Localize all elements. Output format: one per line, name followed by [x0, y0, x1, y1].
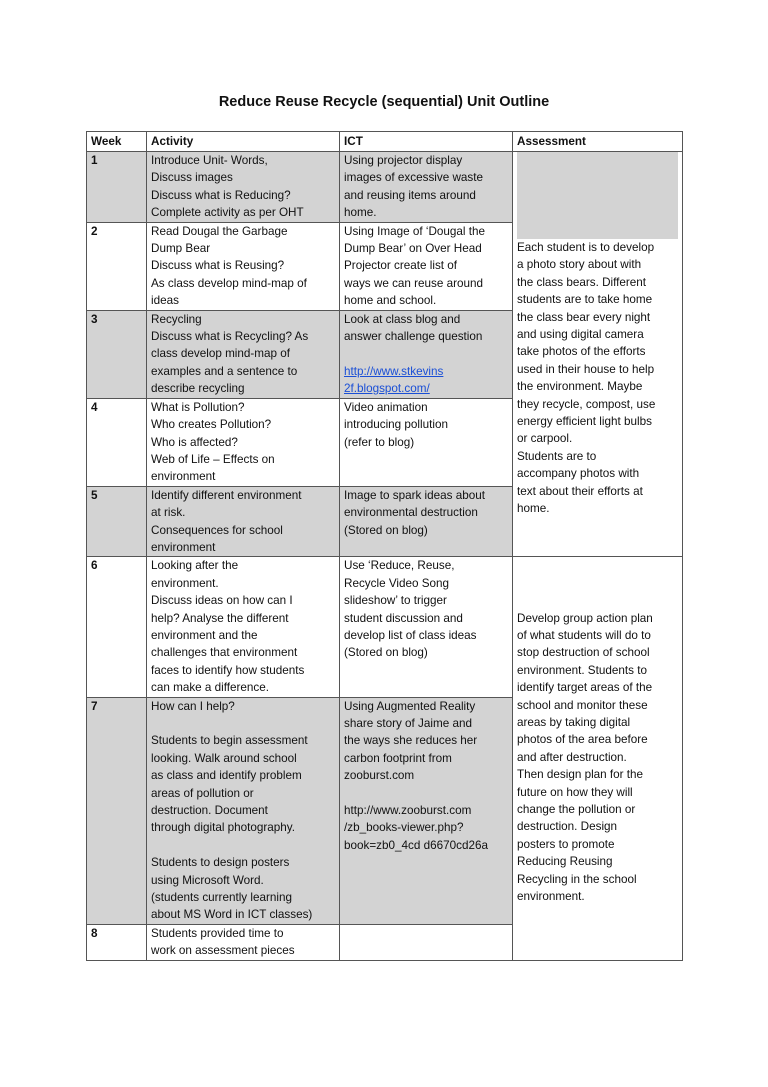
blank-line: [517, 575, 678, 592]
ict-line: home and school.: [344, 294, 437, 308]
activity-line: Discuss what is Reducing?: [151, 188, 291, 202]
blank-line: [151, 715, 335, 732]
activity-line: Identify different environment: [151, 488, 302, 502]
activity-line: examples and a sentence to: [151, 364, 298, 378]
assessment-cell-1: [513, 152, 683, 557]
week-cell: 5: [87, 486, 147, 557]
assessment-line: Each student is to develop: [517, 240, 655, 254]
assessment-line: future on how they will: [517, 785, 633, 799]
week-cell: 2: [87, 222, 147, 310]
activity-line: environment: [151, 470, 216, 484]
activity-cell: [147, 924, 340, 960]
blank-line: [517, 152, 678, 169]
ict-line: [344, 363, 508, 380]
activity-line: Who is affected?: [151, 435, 238, 449]
ict-cell: [340, 697, 513, 924]
activity-cell: [147, 486, 340, 557]
ict-line: Use ‘Reduce, Reuse,: [344, 559, 455, 573]
blank-line: [517, 592, 678, 609]
ict-cell: [340, 924, 513, 960]
activity-cell: [147, 557, 340, 697]
blank-line: [517, 222, 678, 239]
header-ict: ICT: [340, 132, 513, 152]
assessment-line: Recycling in the school: [517, 872, 637, 886]
assessment-line: Then design plan for the: [517, 768, 644, 782]
activity-line: environment and the: [151, 628, 258, 642]
activity-cell: [147, 697, 340, 924]
activity-cell: [147, 310, 340, 398]
assessment-line: environment.: [517, 890, 585, 904]
assessment-line: the environment. Maybe: [517, 380, 643, 394]
activity-line: What is Pollution?: [151, 400, 245, 414]
activity-line: help? Analyse the different: [151, 611, 289, 625]
assessment-line: they recycle, compost, use: [517, 397, 656, 411]
activity-line: Read Dougal the Garbage: [151, 224, 288, 238]
activity-line: looking. Walk around school: [151, 751, 297, 765]
activity-line: using Microsoft Word.: [151, 873, 264, 887]
activity-line: destruction. Document: [151, 804, 268, 818]
header-week: Week: [87, 132, 147, 152]
blank-line: [344, 345, 508, 362]
assessment-line: take photos of the efforts: [517, 345, 646, 359]
assessment-line: used in their house to help: [517, 362, 655, 376]
ict-cell: [340, 557, 513, 697]
assessment-line: students are to take home: [517, 293, 653, 307]
ict-line: /zb_books-viewer.php?: [344, 821, 464, 835]
assessment-line: text about their efforts at: [517, 484, 643, 498]
activity-line: Discuss what is Recycling? As: [151, 330, 309, 344]
assessment-line: photos of the area before: [517, 733, 648, 747]
week-cell: 4: [87, 398, 147, 486]
activity-line: Complete activity as per OHT: [151, 206, 304, 220]
activity-line: Students provided time to: [151, 926, 284, 940]
ict-line: (Stored on blog): [344, 646, 428, 660]
activity-line: Students to begin assessment: [151, 734, 308, 748]
activity-line: (students currently learning: [151, 891, 292, 905]
activity-line: can make a difference.: [151, 681, 270, 695]
activity-line: Who creates Pollution?: [151, 418, 272, 432]
activity-line: environment: [151, 540, 216, 554]
activity-line: work on assessment pieces: [151, 944, 295, 958]
ict-line: (Stored on blog): [344, 523, 428, 537]
activity-line: at risk.: [151, 506, 186, 520]
assessment-line: or carpool.: [517, 432, 573, 446]
ict-line: Using projector display: [344, 154, 463, 167]
activity-line: Consequences for school: [151, 523, 283, 537]
assessment-line: the class bear every night: [517, 310, 651, 324]
table-row: [87, 152, 683, 223]
ict-cell: [340, 398, 513, 486]
blog-link[interactable]: 2f.blogspot.com/: [344, 382, 430, 396]
activity-line: through digital photography.: [151, 821, 296, 835]
activity-line: Dump Bear: [151, 242, 211, 256]
activity-line: as class and identify problem: [151, 769, 302, 783]
assessment-line: and using digital camera: [517, 327, 644, 341]
assessment-line: accompany photos with: [517, 467, 640, 481]
activity-line: Introduce Unit- Words,: [151, 154, 268, 167]
ict-line: student discussion and: [344, 611, 463, 625]
activity-line: Discuss ideas on how can I: [151, 594, 293, 608]
ict-line: ways we can reuse around: [344, 276, 484, 290]
assessment-line: the class bears. Different: [517, 275, 647, 289]
ict-line: http://www.zooburst.com: [344, 804, 472, 818]
ict-line: develop list of class ideas: [344, 628, 477, 642]
activity-line: How can I help?: [151, 699, 235, 713]
ict-line: answer challenge question: [344, 330, 483, 344]
assessment-cell-2: [513, 557, 683, 960]
assessment-line: of what students will do to: [517, 628, 651, 642]
activity-line: environment.: [151, 576, 219, 590]
header-activity: Activity: [147, 132, 340, 152]
blank-line: [151, 837, 335, 854]
assessment-line: Students are to: [517, 449, 597, 463]
blank-line: [517, 169, 678, 186]
ict-line: Using Augmented Reality: [344, 699, 476, 713]
assessment-line: Reducing Reusing: [517, 855, 613, 869]
activity-line: Recycling: [151, 312, 202, 326]
week-cell: 8: [87, 924, 147, 960]
ict-line: introducing pollution: [344, 418, 448, 432]
ict-cell: [340, 310, 513, 398]
unit-outline-table: [86, 131, 683, 961]
activity-cell: [147, 398, 340, 486]
assessment-line: Develop group action plan: [517, 611, 653, 625]
activity-line: faces to identify how students: [151, 663, 305, 677]
activity-line: Looking after the: [151, 559, 239, 573]
activity-line: As class develop mind-map of: [151, 276, 307, 290]
ict-line: home.: [344, 206, 377, 220]
activity-cell: [147, 222, 340, 310]
ict-line: Image to spark ideas about: [344, 488, 485, 502]
ict-line: [344, 380, 508, 397]
activity-line: class develop mind-map of: [151, 347, 291, 361]
blank-line: [517, 204, 678, 221]
blank-line: [517, 187, 678, 204]
page-title: Reduce Reuse Recycle (sequential) Unit Outline: [218, 94, 550, 110]
week-cell: 6: [87, 557, 147, 697]
ict-line: share story of Jaime and: [344, 717, 472, 730]
activity-line: ideas: [151, 294, 179, 308]
assessment-line: destruction. Design: [517, 820, 618, 834]
ict-line: and reusing items around: [344, 188, 476, 202]
ict-line: Projector create list of: [344, 259, 458, 273]
ict-line: Video animation: [344, 400, 428, 414]
assessment-line: change the pollution or: [517, 802, 636, 816]
table-header-row: [87, 132, 683, 152]
activity-line: describe recycling: [151, 382, 245, 396]
ict-line: Dump Bear’ on Over Head: [344, 242, 482, 256]
assessment-line: school and monitor these: [517, 698, 648, 712]
assessment-line: energy efficient light bulbs: [517, 415, 652, 429]
ict-line: carbon footprint from: [344, 751, 452, 765]
ict-line: Recycle Video Song: [344, 576, 450, 590]
week-cell: 1: [87, 152, 147, 223]
activity-line: about MS Word in ICT classes): [151, 908, 313, 922]
ict-cell: [340, 152, 513, 223]
assessment-line: areas by taking digital: [517, 715, 631, 729]
activity-line: challenges that environment: [151, 646, 298, 660]
ict-cell: [340, 222, 513, 310]
ict-line: images of excessive waste: [344, 171, 484, 185]
assessment-line: environment. Students to: [517, 663, 647, 677]
ict-line: the ways she reduces her: [344, 734, 478, 748]
ict-line: environmental destruction: [344, 506, 478, 520]
ict-line: Look at class blog and: [344, 312, 461, 326]
assessment-line: a photo story about with: [517, 258, 642, 272]
activity-line: Web of Life – Effects on: [151, 452, 275, 466]
table-row: [87, 557, 683, 697]
activity-line: areas of pollution or: [151, 786, 254, 800]
ict-line: slideshow’ to trigger: [344, 594, 447, 608]
blog-link[interactable]: http://www.stkevins: [344, 364, 444, 378]
activity-line: Discuss images: [151, 171, 233, 185]
activity-line: Students to design posters: [151, 856, 290, 870]
week-cell: 7: [87, 697, 147, 924]
ict-line: Using Image of ‘Dougal the: [344, 224, 485, 238]
header-assessment: Assessment: [513, 132, 683, 152]
ict-line: book=zb0_4cd d6670cd26a: [344, 838, 488, 852]
blank-line: [517, 557, 678, 574]
activity-line: Discuss what is Reusing?: [151, 259, 285, 273]
assessment-line: home.: [517, 502, 550, 516]
assessment-line: identify target areas of the: [517, 681, 653, 695]
activity-cell: [147, 152, 340, 223]
week-cell: 3: [87, 310, 147, 398]
ict-line: zooburst.com: [344, 769, 415, 783]
blank-line: [344, 785, 508, 802]
assessment-line: posters to promote: [517, 837, 615, 851]
ict-cell: [340, 486, 513, 557]
assessment-line: and after destruction.: [517, 750, 627, 764]
ict-line: (refer to blog): [344, 435, 415, 449]
assessment-line: stop destruction of school: [517, 646, 650, 660]
